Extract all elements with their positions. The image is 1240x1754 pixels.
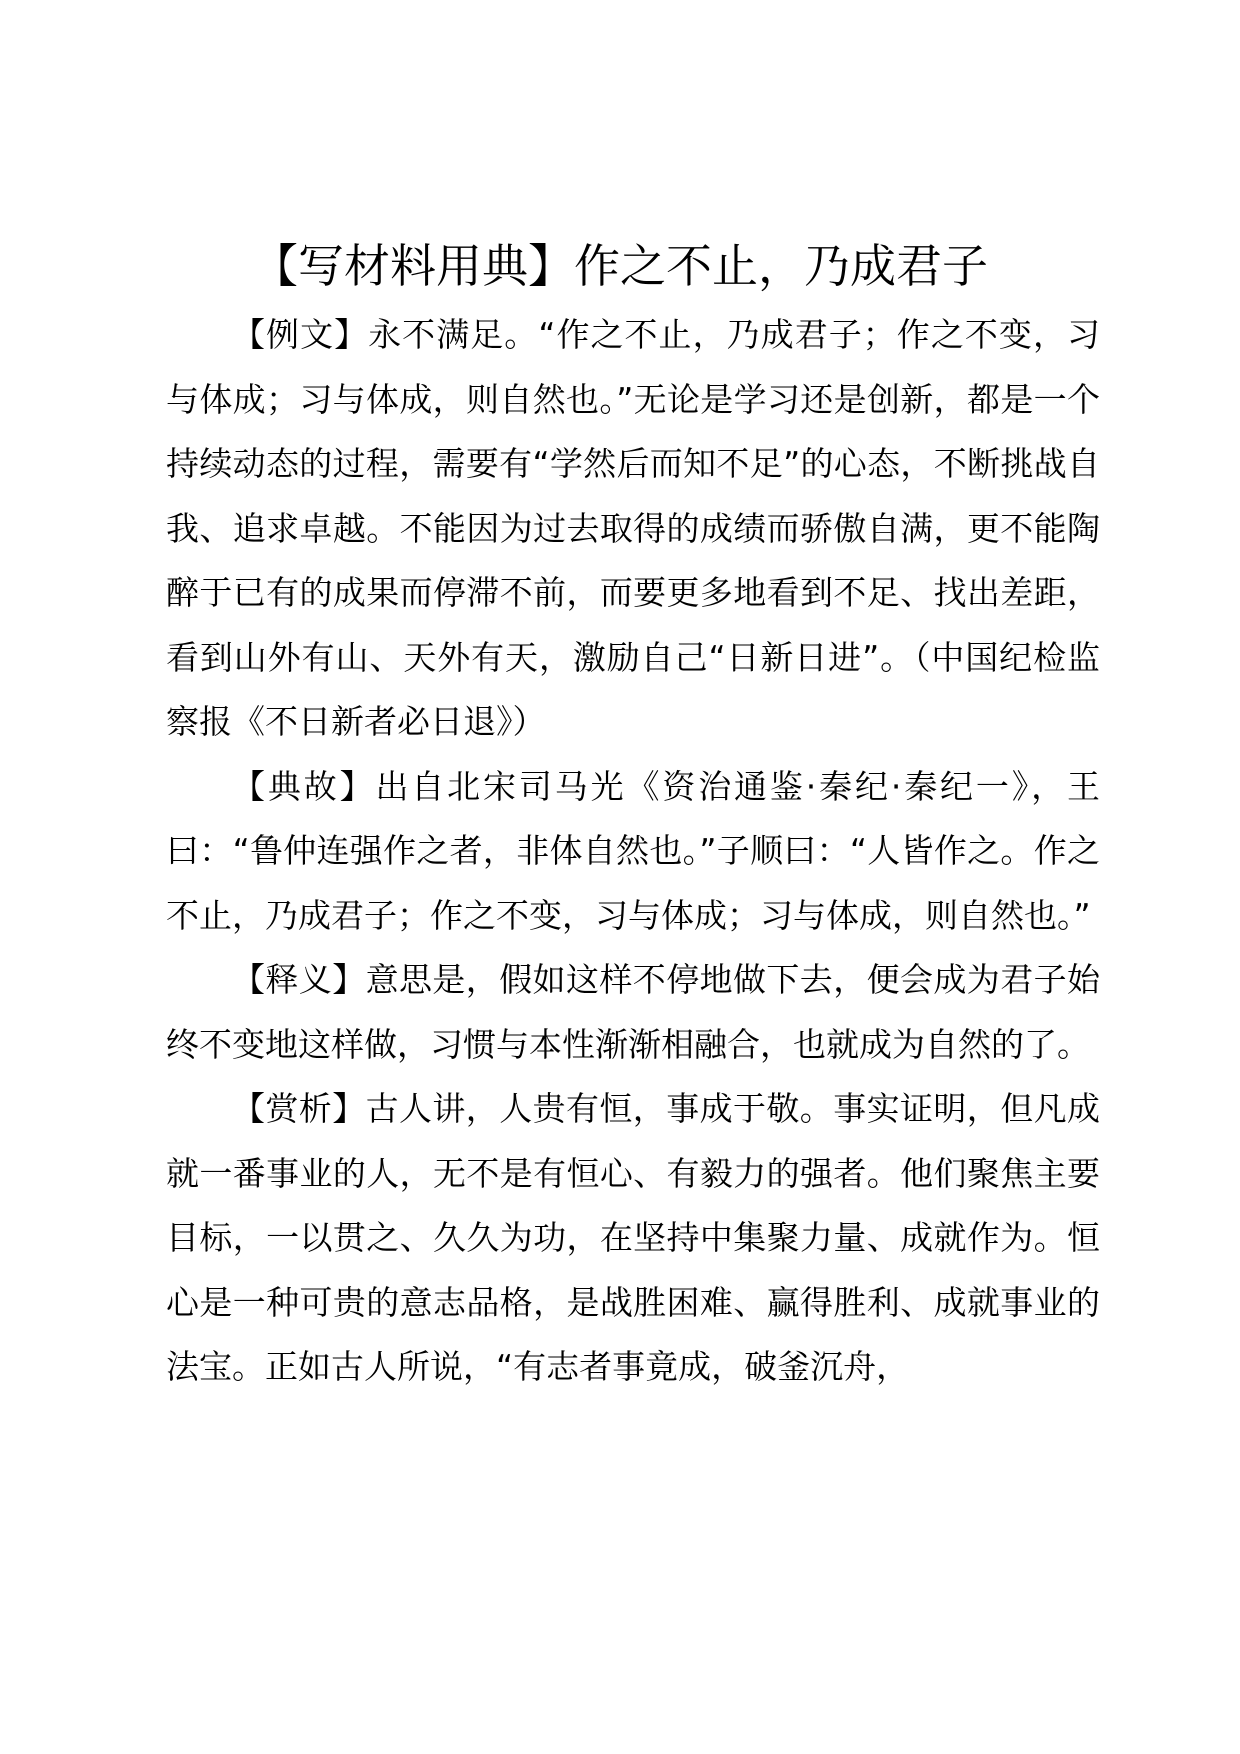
paragraph-example: 【例文】永不满足。“作之不止，乃成君子；作之不变，习与体成；习与体成，则自然也。”无论是学习还是创新，都是一个持续动态的过程，需要有“学然后而知不足”的心态，不断挑战自我、追求卓越。不能因为过去取得的成绩而骄傲自满，更不能陶醉于已有的成果而停滞不前，而要更多地看到不足、找出差距，看到山外有山、天外有天，激励自己“日新日进”。（中国纪检监察报《不日新者必日退》）	[166, 315, 1100, 741]
paragraph-allusion: 【典故】出自北宋司马光《资治通鉴·秦纪·秦纪一》，王曰：“鲁仲连强作之者，非体自然也。”子顺曰：“人皆作之。作之不止，乃成君子；作之不变，习与体成；习与体成，则自然也。”	[166, 766, 1100, 935]
paragraph-appreciation: 【赏析】古人讲，人贵有恒，事成于敬。事实证明，但凡成就一番事业的人，无不是有恒心、有毅力的强者。他们聚焦主要目标，一以贯之、久久为功，在坚持中集聚力量、成就作为。恒心是一种可贵的意志品格，是战胜困难、赢得胜利、成就事业的法宝。正如古人所说，“有志者事竟成，破釜沉舟，	[166, 1089, 1100, 1386]
document-body	[166, 303, 1100, 1400]
paragraph-meaning: 【释义】意思是，假如这样不停地做下去，便会成为君子始终不变地这样做，习惯与本性渐渐相融合，也就成为自然的了。	[166, 960, 1100, 1064]
document-title: 【写材料用典】作之不止，乃成君子	[252, 239, 988, 293]
